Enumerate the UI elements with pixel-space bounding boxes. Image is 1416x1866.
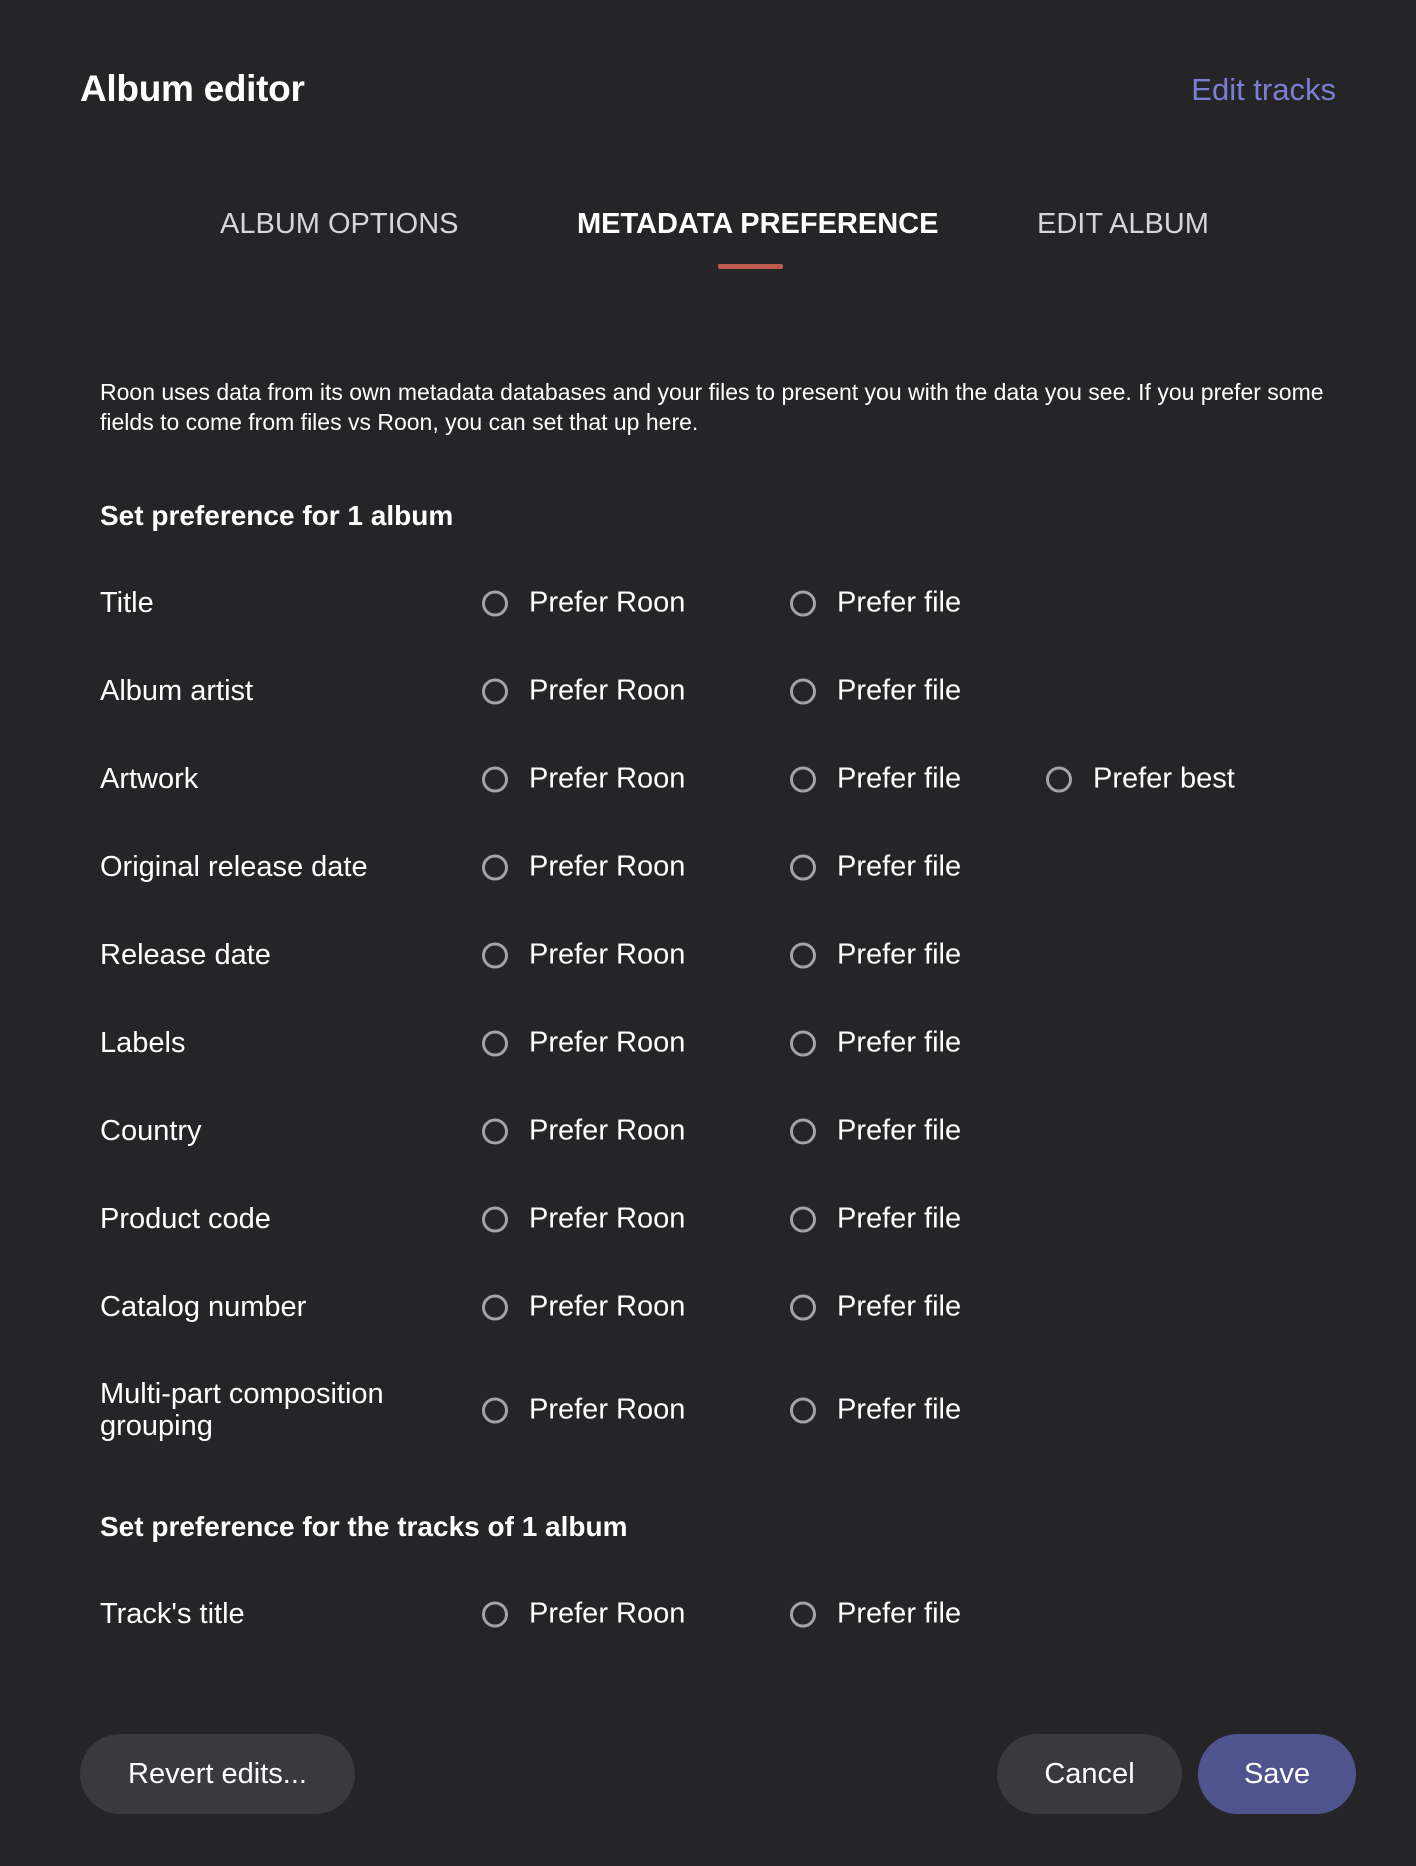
option-label: Prefer file: [837, 762, 962, 795]
option-label: Prefer best: [1093, 762, 1235, 795]
option-label: Prefer file: [837, 586, 962, 619]
tracks-section-heading: Set preference for the tracks of 1 album: [100, 1511, 628, 1542]
pref-row-country: [100, 1101, 1340, 1161]
radio-unchecked-icon[interactable]: [482, 1294, 508, 1320]
row-label: Multi-part composition grouping: [100, 1378, 384, 1442]
edit-tracks-link[interactable]: Edit tracks: [1191, 72, 1336, 107]
tab-metadata-preference[interactable]: METADATA PREFERENCE: [577, 208, 939, 240]
prefer-file-option[interactable]: [790, 1027, 961, 1060]
row-label: Labels: [100, 1027, 186, 1059]
prefer-roon-option[interactable]: [482, 851, 685, 884]
prefer-roon-option[interactable]: [482, 1027, 685, 1060]
radio-unchecked-icon[interactable]: [482, 766, 508, 792]
radio-unchecked-icon[interactable]: [790, 1030, 816, 1056]
prefer-file-option[interactable]: [790, 851, 961, 884]
radio-unchecked-icon[interactable]: [790, 1601, 816, 1627]
pref-row-album-artist: [100, 661, 1340, 721]
option-label: Prefer file: [837, 1290, 962, 1323]
active-tab-indicator: [718, 264, 783, 269]
radio-unchecked-icon[interactable]: [482, 1118, 508, 1144]
radio-unchecked-icon[interactable]: [482, 1601, 508, 1627]
dialog-header: [80, 58, 1336, 128]
tab-album-options[interactable]: ALBUM OPTIONS: [220, 208, 459, 240]
radio-unchecked-icon[interactable]: [790, 590, 816, 616]
radio-unchecked-icon[interactable]: [482, 1030, 508, 1056]
pref-row-artwork: [100, 749, 1340, 809]
radio-unchecked-icon[interactable]: [482, 942, 508, 968]
tab-bar: [0, 208, 1416, 278]
prefer-file-option[interactable]: [790, 939, 961, 972]
prefer-file-option[interactable]: [790, 1115, 961, 1148]
option-label: Prefer Roon: [529, 1290, 686, 1323]
prefer-roon-option[interactable]: [482, 1203, 685, 1236]
pref-row-tracks-title: [100, 1584, 1340, 1644]
radio-unchecked-icon[interactable]: [1046, 766, 1072, 792]
pref-row-original-release-date: [100, 837, 1340, 897]
option-label: Prefer Roon: [529, 1393, 686, 1426]
radio-unchecked-icon[interactable]: [790, 1397, 816, 1423]
pref-row-catalog-number: [100, 1277, 1340, 1337]
option-label: Prefer file: [837, 1202, 962, 1235]
row-label: Release date: [100, 939, 271, 971]
row-label: Original release date: [100, 851, 368, 883]
prefer-roon-option[interactable]: [482, 763, 685, 796]
prefer-file-option[interactable]: [790, 763, 961, 796]
radio-unchecked-icon[interactable]: [790, 766, 816, 792]
prefer-file-option[interactable]: [790, 1394, 961, 1427]
prefer-file-option[interactable]: [790, 587, 961, 620]
radio-unchecked-icon[interactable]: [790, 1294, 816, 1320]
revert-edits-button[interactable]: Revert edits...: [80, 1734, 355, 1814]
option-label: Prefer Roon: [529, 762, 686, 795]
option-label: Prefer file: [837, 674, 962, 707]
cancel-button[interactable]: Cancel: [997, 1734, 1182, 1814]
tab-edit-album[interactable]: EDIT ALBUM: [1037, 208, 1209, 240]
row-label: Product code: [100, 1203, 271, 1235]
radio-unchecked-icon[interactable]: [482, 590, 508, 616]
option-label: Prefer Roon: [529, 586, 686, 619]
option-label: Prefer file: [837, 1393, 962, 1426]
prefer-file-option[interactable]: [790, 675, 961, 708]
pref-row-product-code: [100, 1189, 1340, 1249]
row-label: Artwork: [100, 763, 199, 795]
prefer-roon-option[interactable]: [482, 1394, 685, 1427]
option-label: Prefer Roon: [529, 1114, 686, 1147]
radio-unchecked-icon[interactable]: [790, 942, 816, 968]
pref-row-labels: [100, 1013, 1340, 1073]
prefer-roon-option[interactable]: [482, 1115, 685, 1148]
save-button[interactable]: Save: [1198, 1734, 1356, 1814]
option-label: Prefer Roon: [529, 1026, 686, 1059]
row-label: Country: [100, 1115, 202, 1147]
pref-row-title: [100, 573, 1340, 633]
row-label: Album artist: [100, 675, 254, 707]
prefer-roon-option[interactable]: [482, 939, 685, 972]
album-section-heading: Set preference for 1 album: [100, 500, 454, 531]
prefer-file-option[interactable]: [790, 1598, 961, 1631]
row-label: Title: [100, 587, 154, 619]
prefer-roon-option[interactable]: [482, 1291, 685, 1324]
option-label: Prefer Roon: [529, 938, 686, 971]
radio-unchecked-icon[interactable]: [790, 854, 816, 880]
prefer-roon-option[interactable]: [482, 587, 685, 620]
intro-description: Roon uses data from its own metadata databases and your files to present you with the data you see. If you prefer some fields to come from files vs Roon, you can set that up here.: [100, 379, 1324, 435]
prefer-best-option[interactable]: [1046, 763, 1235, 796]
radio-unchecked-icon[interactable]: [790, 1206, 816, 1232]
radio-unchecked-icon[interactable]: [790, 1118, 816, 1144]
option-label: Prefer file: [837, 1597, 962, 1630]
option-label: Prefer file: [837, 850, 962, 883]
option-label: Prefer Roon: [529, 674, 686, 707]
option-label: Prefer Roon: [529, 850, 686, 883]
radio-unchecked-icon[interactable]: [790, 678, 816, 704]
row-label: Track's title: [100, 1598, 245, 1630]
pref-row-multi-part-composition-grouping: [100, 1370, 1340, 1450]
option-label: Prefer file: [837, 938, 962, 971]
row-label: Catalog number: [100, 1291, 307, 1323]
radio-unchecked-icon[interactable]: [482, 854, 508, 880]
option-label: Prefer Roon: [529, 1597, 686, 1630]
pref-row-release-date: [100, 925, 1340, 985]
radio-unchecked-icon[interactable]: [482, 678, 508, 704]
radio-unchecked-icon[interactable]: [482, 1206, 508, 1232]
prefer-roon-option[interactable]: [482, 675, 685, 708]
prefer-roon-option[interactable]: [482, 1598, 685, 1631]
option-label: Prefer file: [837, 1114, 962, 1147]
option-label: Prefer file: [837, 1026, 962, 1059]
radio-unchecked-icon[interactable]: [482, 1397, 508, 1423]
option-label: Prefer Roon: [529, 1202, 686, 1235]
prefer-file-option[interactable]: [790, 1291, 961, 1324]
page-title: Album editor: [80, 68, 305, 109]
prefer-file-option[interactable]: [790, 1203, 961, 1236]
